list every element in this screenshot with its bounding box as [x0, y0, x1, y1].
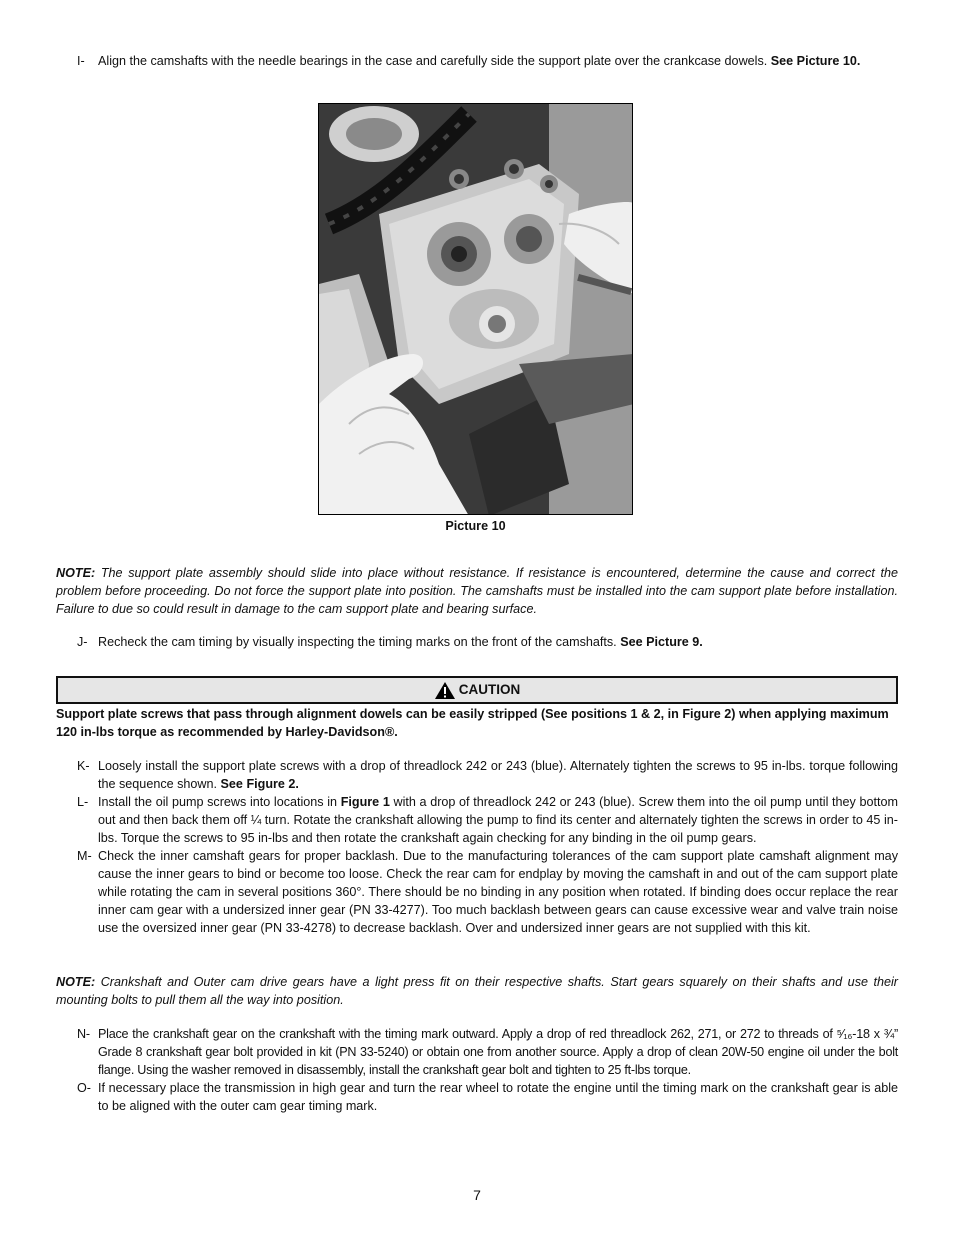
step-label: M- [77, 849, 92, 863]
step-label: N- [77, 1027, 90, 1041]
picture-caption: Picture 10 [445, 519, 506, 533]
step-o [77, 1079, 898, 1115]
engine-photo [318, 103, 633, 515]
step-l [77, 793, 898, 847]
caution-text: Support plate screws that pass through alignment dowels can be easily stripped (See positions 1 & 2, in Figure 2) when applying maximum 120 in-lbs torque as recommended by Harley-Davidson®. [56, 707, 889, 739]
note-label: NOTE: [56, 566, 96, 580]
step-label: O- [77, 1081, 91, 1095]
warning-triangle-icon [434, 681, 456, 700]
step-m [77, 847, 898, 937]
figure-reference: See Figure 2. [220, 777, 299, 791]
step-label: J- [77, 635, 88, 649]
step-text: Place the crankshaft gear on the crankshaft with the timing mark outward. Apply a drop of red threadlock 262, 271, or 272 to threads of ⁵⁄₁₆-18 x ¾” Grade 8 crankshaft gear bolt provided in kit (PN 33-5240) or obtain one from another source. Apply a drop of clean 20W-50 engine oil under the bolt flange. Using the washer removed in disassembly, install the crankshaft gear bolt and tighten to 25 ft-lbs torque. [98, 1027, 898, 1077]
engine-photo-image [319, 104, 633, 515]
step-label: I- [77, 54, 85, 68]
step-text: Loosely install the support plate screws with a drop of threadlock 242 or 243 (blue). Alternately tighten the screws to 95 in-lbs. torque following the sequence shown. See Figure 2. [98, 759, 898, 791]
note-support-plate: NOTE: The support plate assembly should slide into place without resistance. If resistance is encountered, determine the cause and correct the problem before proceeding. Do not force the support plate into position. The camshafts must be installed into the cam support plate before installation. Failure to due so could result in damage to the cam support plate and bearing surface. [56, 566, 898, 616]
step-n [77, 1025, 898, 1079]
step-text: If necessary place the transmission in high gear and turn the rear wheel to rotate the engine until the timing mark on the crankshaft gear is able to be aligned with the outer cam gear timing mark. [98, 1081, 898, 1113]
note-press-fit: NOTE: Crankshaft and Outer cam drive gears have a light press fit on their respective shafts. Start gears squarely on their shafts and use their mounting bolts to pull them all the way into position. [56, 975, 898, 1007]
picture-reference: See Picture 10. [770, 54, 861, 68]
caution-title: CAUTION [458, 682, 521, 697]
step-text: Check the inner camshaft gears for proper backlash. Due to the manufacturing tolerances of the cam support plate camshaft alignment may cause the inner gears to bind or become too loose. Check the rear cam for endplay by moving the camshaft in and out of the cam support plate while rotating the cam in several positions 360°. There should be no binding in any position when rotated. If binding does occur replace the rear inner cam gear with a undersized inner gear (PN 33-4277). Too much backlash between gears can cause excessive wear and valve train noise use the oversized inner gear (PN 33-4278) to decrease backlash. Over and undersized inner gears are not supplied with this kit. [98, 849, 898, 935]
step-text: Recheck the cam timing by visually inspecting the timing marks on the front of the camshafts. See Picture 9. [98, 635, 703, 649]
caution-banner [56, 676, 898, 704]
page-number: 7 [473, 1187, 481, 1203]
step-text: Align the camshafts with the needle bearings in the case and carefully side the support plate over the crankcase dowels. See Picture 10. [98, 54, 861, 68]
step-j [77, 633, 898, 651]
step-label: L- [77, 795, 89, 809]
step-text: Install the oil pump screws into locations in Figure 1 with a drop of threadlock 242 or 243 (blue). Screw them into the oil pump until they bottom out and then back them off ¼ turn. Rotate the crankshaft allowing the pump to find its center and alternately tighten the screws in order to 45 in-lbs. Torque the screws to 95 in-lbs and then rotate the crankshaft again checking for any binding in the oil pump gears. [98, 795, 898, 845]
note-label: NOTE: [56, 975, 96, 989]
figure-reference: Figure 1 [340, 795, 390, 809]
step-i [77, 52, 898, 70]
step-k [77, 757, 898, 793]
picture-reference: See Picture 9. [620, 635, 703, 649]
step-label: K- [77, 759, 90, 773]
